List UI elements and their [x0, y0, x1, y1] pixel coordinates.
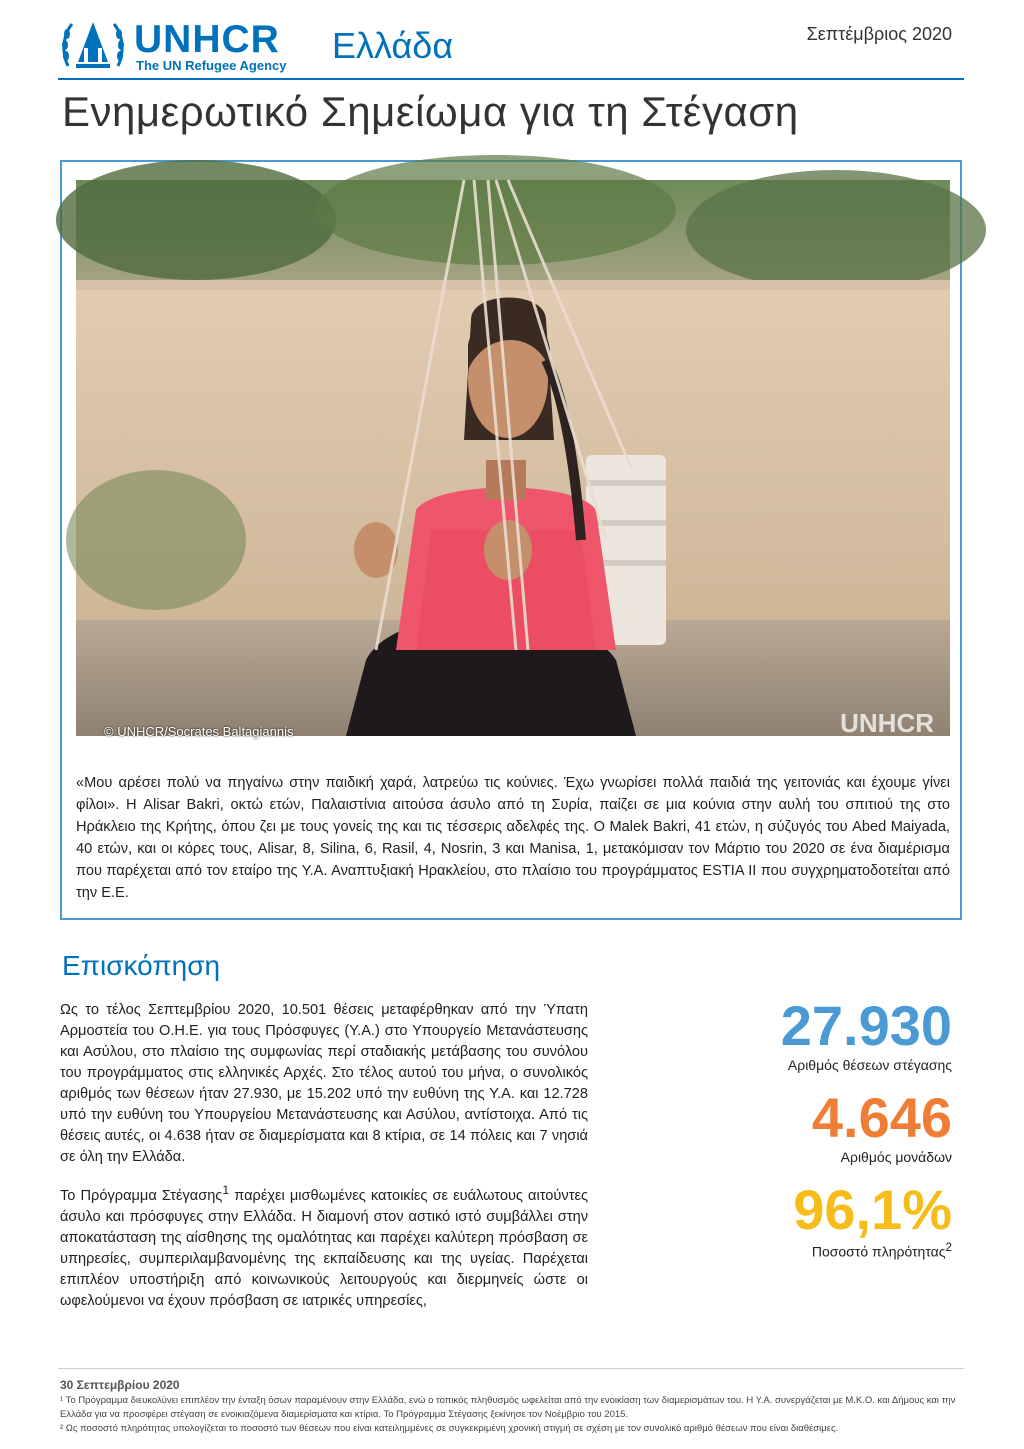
photo-frame [60, 160, 962, 920]
header [58, 14, 964, 84]
photo-watermark-sub: The UN Refugee Agency [821, 738, 932, 749]
kpi-panel [692, 995, 952, 1274]
overview-paragraph-2 [60, 1180, 588, 1312]
report-date: Σεπτέμβριος 2020 [806, 24, 952, 44]
footnote-2: ² Ως ποσοστό πληρότητας υπολογίζεται το ποσοστό των θέσεων που είναι κατειλημμένες σε συγκεκριμένη χρονική στιγμή σε σχέση με τον συνολικό αριθμό θέσεων που είναι διαθέσιμες. [60, 1423, 839, 1434]
footnote-1: ¹ Το Πρόγραμμα διευκολύνει επιπλέον την ένταξη όσων παραμένουν στην Ελλάδα, ενώ ο τοπικός πληθυσμός ωφελείται από την ενοικίαση των διαμερισμάτων του. Η Υ.Α. συνεργάζεται με Μ.Κ.Ο. και Δήμους και την Ελλάδα για να προσφέρει στέγαση σε ενοικιαζόμενα διαμερίσματα και κτίρια. Το Πρόγραμμα Στέγασης ξεκίνησε τον Νοέμβριο του 2015. [60, 1395, 956, 1420]
photo-credit: © UNHCR/Socrates Baltagiannis [104, 724, 294, 739]
header-divider [58, 78, 964, 80]
kpi-units-value: 4.646 [811, 1086, 952, 1149]
overview-paragraph-1: Ως το τέλος Σεπτεμβρίου 2020, 10.501 θέσεις μεταφέρθηκαν από την Ύπατη Αρμοστεία του Ο.Η.Ε. για τους Πρόσφυγες (Υ.Α.) στο Υπουργείο Μετανάστευσης και Ασύλου, στο πλαίσιο της συμφωνίας περί σταδιακής μετάβασης του συνόλου του προγράμματος στις ελληνικές Αρχές. Στο τέλος αυτού του μήνα, ο συνολικός αριθμός των θέσεων ήταν 27.930, με 15.202 υπό την ευθύνη της Υ.Α. και 12.728 υπό την ευθύνη του Υπουργείου Μετανάστευσης και Ασύλου, αντίστοιχα. Από τις θέσεις αυτές, οι 4.638 ήταν σε διαμερίσματα και 8 κτίρια, σε 14 πόλεις και 7 νησιά σε όλη την Ελλάδα. [60, 1002, 588, 1165]
kpi-occupancy-label-text: Ποσοστό πληρότητας [811, 1243, 946, 1260]
footer-divider [58, 1368, 964, 1369]
overview-body [60, 1000, 588, 1324]
photo-watermark: UNHCR [840, 708, 934, 738]
page-title: Ενημερωτικό Σημείωμα για τη Στέγαση [62, 88, 799, 135]
agency-name: The UN Refugee Agency [136, 58, 287, 73]
footnote-ref-1: 1 [222, 1183, 230, 1197]
overview-heading: Επισκόπηση [62, 950, 221, 981]
kpi-places-label [692, 1057, 952, 1073]
unhcr-logo-icon [58, 14, 128, 74]
kpi-places-value: 27.930 [780, 994, 952, 1057]
kpi-occupancy-value: 96,1% [793, 1178, 952, 1241]
brand-name: UNHCR [134, 18, 280, 61]
footer-date: 30 Σεπτεμβρίου 2020 [60, 1378, 180, 1392]
photo-caption: «Μου αρέσει πολύ να πηγαίνω στην παιδική χαρά, λατρεύω τις κούνιες. Έχω γνωρίσει πολλά παιδιά της γειτονιάς και έχουμε γίνει φίλοι». Η Alisar Bakri, οκτώ ετών, Παλαιστίνια αιτούσα άσυλο από τη Συρία, παίζει σε μια κούνια στην αυλή του σπιτιού της στο Ηράκλειο της Κρήτης, όπου ζει με τους γονείς της και τις τέσσερις αδελφές της. Ο Malek Bakri, 41 ετών, η σύζυγός του Abed Maiyada, 40 ετών, και οι κόρες τους, Alisar, 8, Silina, 6, Rasil, 4, Nosrin, 3 και Manisa, 1, μετακόμισαν τον Μάρτιο του 2020 σε ένα διαμέρισμα που παρέχεται από τον εταίρο της Υ.Α. Αναπτυξιακή Ηρακλείου, στο πλαίσιο του προγράμματος ESTIA II που συγχρηματοδοτείται από την Ε.Ε. [76, 775, 950, 901]
footnote-ref-2: 2 [945, 1241, 952, 1254]
kpi-occupancy-label [692, 1241, 952, 1260]
overview-paragraph-2-end: παρέχει μισθωμένες κατοικίες σε ευάλωτους αιτούντες άσυλο και πρόσφυγες στην Ελλάδα. Η διαμονή στον αστικό ιστό συμβάλλει στην αποκατάσταση της αίσθησης της ομαλότητας και παρέχει καλύτερη πρόσβαση σε υπηρεσίες, συμπεριλαμβανομένης της εκπαίδευσης και της υγείας. Παρέχεται επιπλέον υποστήριξη από κοινωνικούς λειτουργούς και διερμηνείς ώστε οι ωφελούμενοι να έχουν πρόσβαση σε ιατρικές υπηρεσίες, [60, 1187, 588, 1309]
kpi-places-label-text: Αριθμός θέσεων στέγασης [787, 1057, 952, 1073]
country-name: Ελλάδα [332, 25, 454, 66]
footnotes [60, 1394, 960, 1436]
girl-on-swing-photo [76, 180, 950, 749]
overview-paragraph-2-start: Το Πρόγραμμα Στέγασης [60, 1187, 223, 1204]
photo-illustration [76, 180, 950, 736]
kpi-units-label-text: Αριθμός μονάδων [840, 1149, 952, 1165]
kpi-units-label [692, 1149, 952, 1165]
